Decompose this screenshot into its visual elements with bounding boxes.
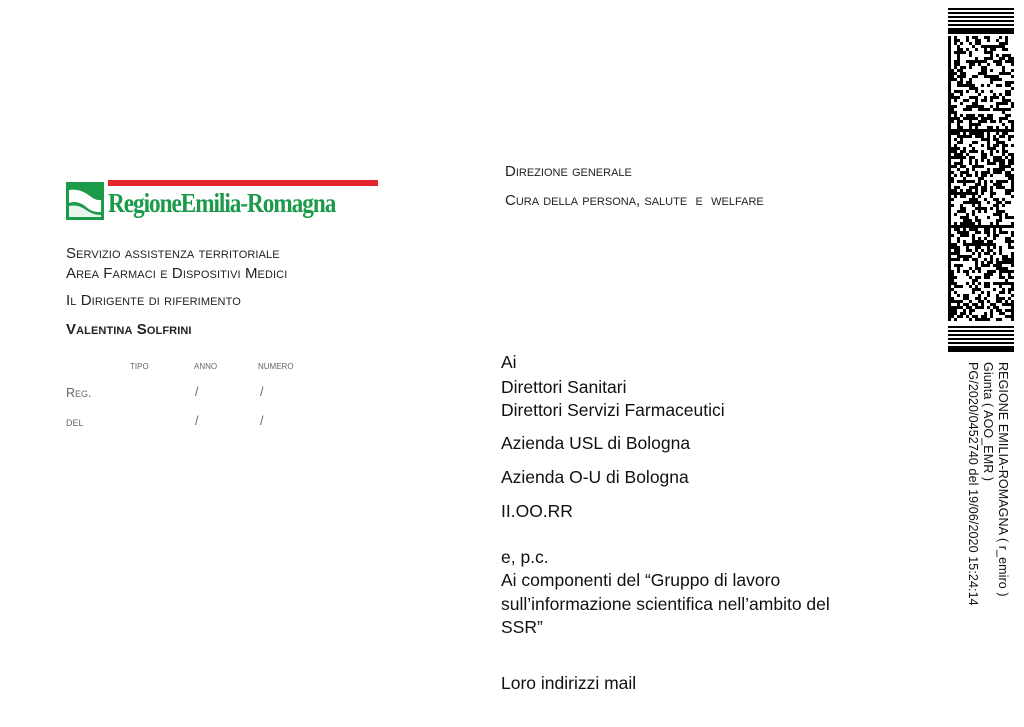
recipient-line: Azienda O-U di Bologna [501, 467, 689, 487]
region-emblem-icon [66, 182, 104, 220]
delivery-note: Loro indirizzi mail [501, 673, 637, 693]
cc-recipient-line: sull’informazione scientifica nell’ambito del [501, 594, 830, 614]
protocol-office: Giunta ( AOO_EMR ) [981, 362, 995, 482]
manager-name: Valentina Solfrini [66, 321, 192, 338]
directorate-subtitle: Cura della persona, salute e welfare [505, 192, 764, 209]
registry-header-tipo: tipo [130, 358, 149, 372]
protocol-entity: REGIONE EMILIA-ROMAGNA ( r_emiro ) [996, 362, 1010, 597]
region-logo [66, 180, 378, 226]
cc-label: e, p.c. [501, 547, 549, 567]
cc-recipient-line: SSR” [501, 617, 543, 637]
registry-header-numero: numero [258, 358, 294, 372]
registry-row-label: Reg. [66, 386, 92, 400]
service-area: Area Farmaci e Dispositivi Medici [66, 265, 288, 282]
logo-red-bar [108, 180, 378, 186]
logo-wordmark: RegioneEmilia-Romagna [108, 188, 336, 218]
registry-row-separator: / [195, 414, 199, 428]
directorate-title: Direzione generale [505, 163, 632, 180]
registry-row-label: del [66, 415, 84, 429]
recipient-line: Direttori Sanitari [501, 377, 627, 397]
service-name: Servizio assistenza territoriale [66, 245, 280, 262]
recipient-line: Direttori Servizi Farmaceutici [501, 400, 725, 420]
datamatrix-code [948, 36, 1014, 322]
registry-row-separator: / [195, 385, 199, 399]
protocol-number: PG/2020/0452740 del 19/06/2020 15:24:14 [966, 362, 980, 606]
registry-row-separator: / [260, 385, 264, 399]
recipient-line: II.OO.RR [501, 501, 573, 521]
barcode-bottom-bars [948, 326, 1014, 354]
registry-header-anno: anno [194, 358, 218, 372]
cc-recipient-line: Ai componenti del “Gruppo di lavoro [501, 570, 781, 590]
registry-row-separator: / [260, 414, 264, 428]
recipient-line: Azienda USL di Bologna [501, 433, 691, 453]
recipients-to: Ai [501, 352, 517, 372]
protocol-barcode [948, 8, 1014, 352]
manager-role: Il Dirigente di riferimento [66, 292, 241, 309]
barcode-top-bars [948, 8, 1014, 36]
